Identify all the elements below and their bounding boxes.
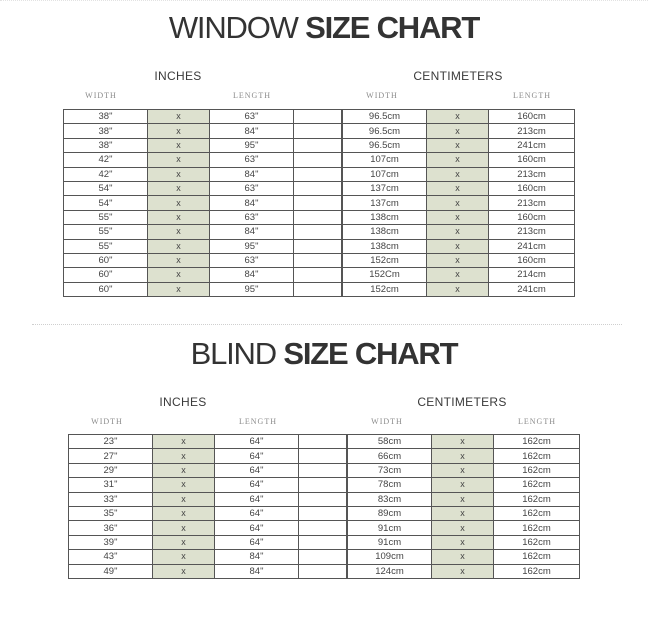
table-row [69, 492, 347, 506]
width-cell: 60" [64, 268, 148, 282]
spacer-cell [299, 564, 347, 578]
length-cell: 64" [215, 435, 299, 449]
length-cell: 64" [215, 506, 299, 520]
width-cell: 35" [69, 506, 153, 520]
width-cell: 38" [64, 138, 148, 152]
x-cell: x [148, 225, 210, 239]
length-cell: 84" [210, 225, 294, 239]
x-cell: x [432, 521, 494, 535]
table-row [69, 521, 347, 535]
width-cell: 36" [69, 521, 153, 535]
length-cell: 63" [210, 181, 294, 195]
length-cell: 84" [215, 564, 299, 578]
spacer-cell [294, 181, 342, 195]
spacer-cell [299, 521, 347, 535]
table-row [64, 110, 342, 124]
width-cell: 54" [64, 181, 148, 195]
width-cell: 60" [64, 253, 148, 267]
x-cell: x [148, 239, 210, 253]
length-cell: 213cm [489, 225, 575, 239]
width-cell: 23" [69, 435, 153, 449]
x-cell: x [148, 138, 210, 152]
width-cell: 55" [64, 210, 148, 224]
blind-title-bold: SIZE CHART [283, 336, 458, 371]
width-cell: 109cm [348, 550, 432, 564]
width-cell: 83cm [348, 492, 432, 506]
x-cell: x [148, 167, 210, 181]
table-row [343, 138, 575, 152]
table-row [64, 181, 342, 195]
blind-inch-length-label: LENGTH [239, 417, 277, 426]
x-cell: x [432, 435, 494, 449]
table-row [348, 478, 580, 492]
width-cell: 78cm [348, 478, 432, 492]
x-cell: x [153, 506, 215, 520]
table-row [64, 253, 342, 267]
width-cell: 38" [64, 110, 148, 124]
table-row [343, 253, 575, 267]
length-cell: 160cm [489, 181, 575, 195]
top-dotted-rule [0, 0, 648, 3]
window-title-bold: SIZE CHART [305, 10, 480, 45]
width-cell: 107cm [343, 167, 427, 181]
table-row [64, 124, 342, 138]
width-cell: 91cm [348, 521, 432, 535]
x-cell: x [432, 492, 494, 506]
length-cell: 213cm [489, 124, 575, 138]
x-cell: x [432, 463, 494, 477]
window-cm-length-label: LENGTH [513, 91, 551, 100]
table-row [343, 239, 575, 253]
x-cell: x [427, 282, 489, 296]
length-cell: 63" [210, 153, 294, 167]
width-cell: 152Cm [343, 268, 427, 282]
spacer-cell [299, 463, 347, 477]
width-cell: 96.5cm [343, 138, 427, 152]
x-cell: x [427, 124, 489, 138]
spacer-cell [294, 268, 342, 282]
spacer-cell [294, 110, 342, 124]
table-row [69, 550, 347, 564]
width-cell: 55" [64, 239, 148, 253]
spacer-cell [294, 138, 342, 152]
width-cell: 29" [69, 463, 153, 477]
length-cell: 64" [215, 449, 299, 463]
blind-centimeters-label: CENTIMETERS [417, 395, 507, 409]
length-cell: 241cm [489, 239, 575, 253]
window-inch-length-label: LENGTH [233, 91, 271, 100]
width-cell: 152cm [343, 282, 427, 296]
width-cell: 38" [64, 124, 148, 138]
width-cell: 137cm [343, 181, 427, 195]
width-cell: 49" [69, 564, 153, 578]
table-row [343, 282, 575, 296]
blind-inches-label: INCHES [159, 395, 207, 409]
length-cell: 64" [215, 521, 299, 535]
x-cell: x [153, 435, 215, 449]
table-row [348, 463, 580, 477]
blind-inch-width-label: WIDTH [91, 417, 123, 426]
spacer-cell [294, 167, 342, 181]
spacer-cell [299, 435, 347, 449]
table-row [64, 153, 342, 167]
table-row [348, 449, 580, 463]
x-cell: x [432, 535, 494, 549]
table-row [343, 268, 575, 282]
length-cell: 213cm [489, 167, 575, 181]
x-cell: x [148, 124, 210, 138]
x-cell: x [432, 564, 494, 578]
width-cell: 73cm [348, 463, 432, 477]
width-cell: 39" [69, 535, 153, 549]
length-cell: 84" [215, 550, 299, 564]
spacer-cell [294, 124, 342, 138]
table-row [69, 478, 347, 492]
width-cell: 42" [64, 167, 148, 181]
width-cell: 58cm [348, 435, 432, 449]
x-cell: x [153, 550, 215, 564]
x-cell: x [153, 463, 215, 477]
table-row [348, 535, 580, 549]
width-cell: 138cm [343, 225, 427, 239]
table-row [64, 167, 342, 181]
x-cell: x [153, 521, 215, 535]
window-inch-width-label: WIDTH [85, 91, 117, 100]
length-cell: 214cm [489, 268, 575, 282]
length-cell: 162cm [494, 435, 580, 449]
table-row [64, 268, 342, 282]
width-cell: 96.5cm [343, 110, 427, 124]
table-row [69, 564, 347, 578]
width-cell: 124cm [348, 564, 432, 578]
table-row [343, 167, 575, 181]
length-cell: 63" [210, 210, 294, 224]
blind-cm-length-label: LENGTH [518, 417, 556, 426]
x-cell: x [148, 110, 210, 124]
length-cell: 84" [210, 268, 294, 282]
table-row [69, 435, 347, 449]
table-row [343, 181, 575, 195]
table-row [69, 506, 347, 520]
width-cell: 96.5cm [343, 124, 427, 138]
blind-inches-table [68, 434, 347, 579]
length-cell: 160cm [489, 253, 575, 267]
spacer-cell [299, 492, 347, 506]
x-cell: x [427, 110, 489, 124]
x-cell: x [427, 167, 489, 181]
table-row [343, 124, 575, 138]
table-row [64, 225, 342, 239]
length-cell: 160cm [489, 153, 575, 167]
blind-title-light: BLIND [190, 336, 284, 371]
length-cell: 241cm [489, 282, 575, 296]
table-row [64, 196, 342, 210]
x-cell: x [148, 181, 210, 195]
spacer-cell [294, 210, 342, 224]
length-cell: 64" [215, 478, 299, 492]
length-cell: 63" [210, 253, 294, 267]
width-cell: 27" [69, 449, 153, 463]
x-cell: x [148, 282, 210, 296]
x-cell: x [148, 196, 210, 210]
length-cell: 162cm [494, 463, 580, 477]
width-cell: 43" [69, 550, 153, 564]
spacer-cell [299, 535, 347, 549]
x-cell: x [427, 268, 489, 282]
spacer-cell [299, 550, 347, 564]
length-cell: 95" [210, 239, 294, 253]
table-row [343, 153, 575, 167]
length-cell: 162cm [494, 506, 580, 520]
length-cell: 95" [210, 282, 294, 296]
width-cell: 55" [64, 225, 148, 239]
length-cell: 160cm [489, 110, 575, 124]
blind-size-chart-title [0, 336, 648, 372]
x-cell: x [427, 210, 489, 224]
width-cell: 152cm [343, 253, 427, 267]
length-cell: 64" [215, 492, 299, 506]
spacer-cell [294, 239, 342, 253]
x-cell: x [148, 210, 210, 224]
window-inches-table [63, 109, 342, 297]
width-cell: 89cm [348, 506, 432, 520]
width-cell: 60" [64, 282, 148, 296]
x-cell: x [153, 535, 215, 549]
spacer-cell [299, 506, 347, 520]
length-cell: 162cm [494, 521, 580, 535]
window-cm-width-label: WIDTH [366, 91, 398, 100]
length-cell: 213cm [489, 196, 575, 210]
width-cell: 91cm [348, 535, 432, 549]
spacer-cell [294, 196, 342, 210]
table-row [343, 210, 575, 224]
length-cell: 162cm [494, 564, 580, 578]
table-row [348, 550, 580, 564]
table-row [69, 535, 347, 549]
spacer-cell [294, 225, 342, 239]
width-cell: 138cm [343, 210, 427, 224]
length-cell: 160cm [489, 210, 575, 224]
table-row [343, 225, 575, 239]
length-cell: 162cm [494, 449, 580, 463]
window-inches-label: INCHES [154, 69, 202, 83]
length-cell: 95" [210, 138, 294, 152]
table-row [64, 210, 342, 224]
width-cell: 42" [64, 153, 148, 167]
x-cell: x [427, 239, 489, 253]
width-cell: 66cm [348, 449, 432, 463]
section-divider [32, 324, 622, 325]
x-cell: x [427, 153, 489, 167]
x-cell: x [153, 449, 215, 463]
width-cell: 107cm [343, 153, 427, 167]
blind-cm-width-label: WIDTH [371, 417, 403, 426]
x-cell: x [153, 564, 215, 578]
window-title-light: WINDOW [168, 10, 306, 45]
x-cell: x [153, 492, 215, 506]
window-centimeters-label: CENTIMETERS [413, 69, 503, 83]
x-cell: x [427, 225, 489, 239]
width-cell: 137cm [343, 196, 427, 210]
width-cell: 33" [69, 492, 153, 506]
spacer-cell [294, 253, 342, 267]
width-cell: 138cm [343, 239, 427, 253]
window-size-chart-title [0, 10, 648, 46]
table-row [64, 282, 342, 296]
x-cell: x [148, 253, 210, 267]
table-row [343, 110, 575, 124]
x-cell: x [427, 138, 489, 152]
x-cell: x [148, 268, 210, 282]
length-cell: 84" [210, 124, 294, 138]
table-row [348, 492, 580, 506]
x-cell: x [153, 478, 215, 492]
blind-centimeters-table [347, 434, 580, 579]
length-cell: 63" [210, 110, 294, 124]
table-row [69, 449, 347, 463]
length-cell: 241cm [489, 138, 575, 152]
spacer-cell [299, 449, 347, 463]
table-row [348, 564, 580, 578]
x-cell: x [148, 153, 210, 167]
x-cell: x [432, 506, 494, 520]
spacer-cell [294, 282, 342, 296]
table-row [343, 196, 575, 210]
table-row [348, 435, 580, 449]
width-cell: 31" [69, 478, 153, 492]
x-cell: x [432, 478, 494, 492]
table-row [348, 506, 580, 520]
table-row [64, 239, 342, 253]
spacer-cell [299, 478, 347, 492]
length-cell: 84" [210, 196, 294, 210]
width-cell: 54" [64, 196, 148, 210]
x-cell: x [427, 181, 489, 195]
table-row [64, 138, 342, 152]
length-cell: 84" [210, 167, 294, 181]
window-centimeters-table [342, 109, 575, 297]
length-cell: 64" [215, 463, 299, 477]
spacer-cell [294, 153, 342, 167]
length-cell: 162cm [494, 535, 580, 549]
x-cell: x [432, 449, 494, 463]
length-cell: 162cm [494, 492, 580, 506]
table-row [348, 521, 580, 535]
x-cell: x [427, 253, 489, 267]
length-cell: 64" [215, 535, 299, 549]
x-cell: x [427, 196, 489, 210]
table-row [69, 463, 347, 477]
length-cell: 162cm [494, 550, 580, 564]
length-cell: 162cm [494, 478, 580, 492]
x-cell: x [432, 550, 494, 564]
